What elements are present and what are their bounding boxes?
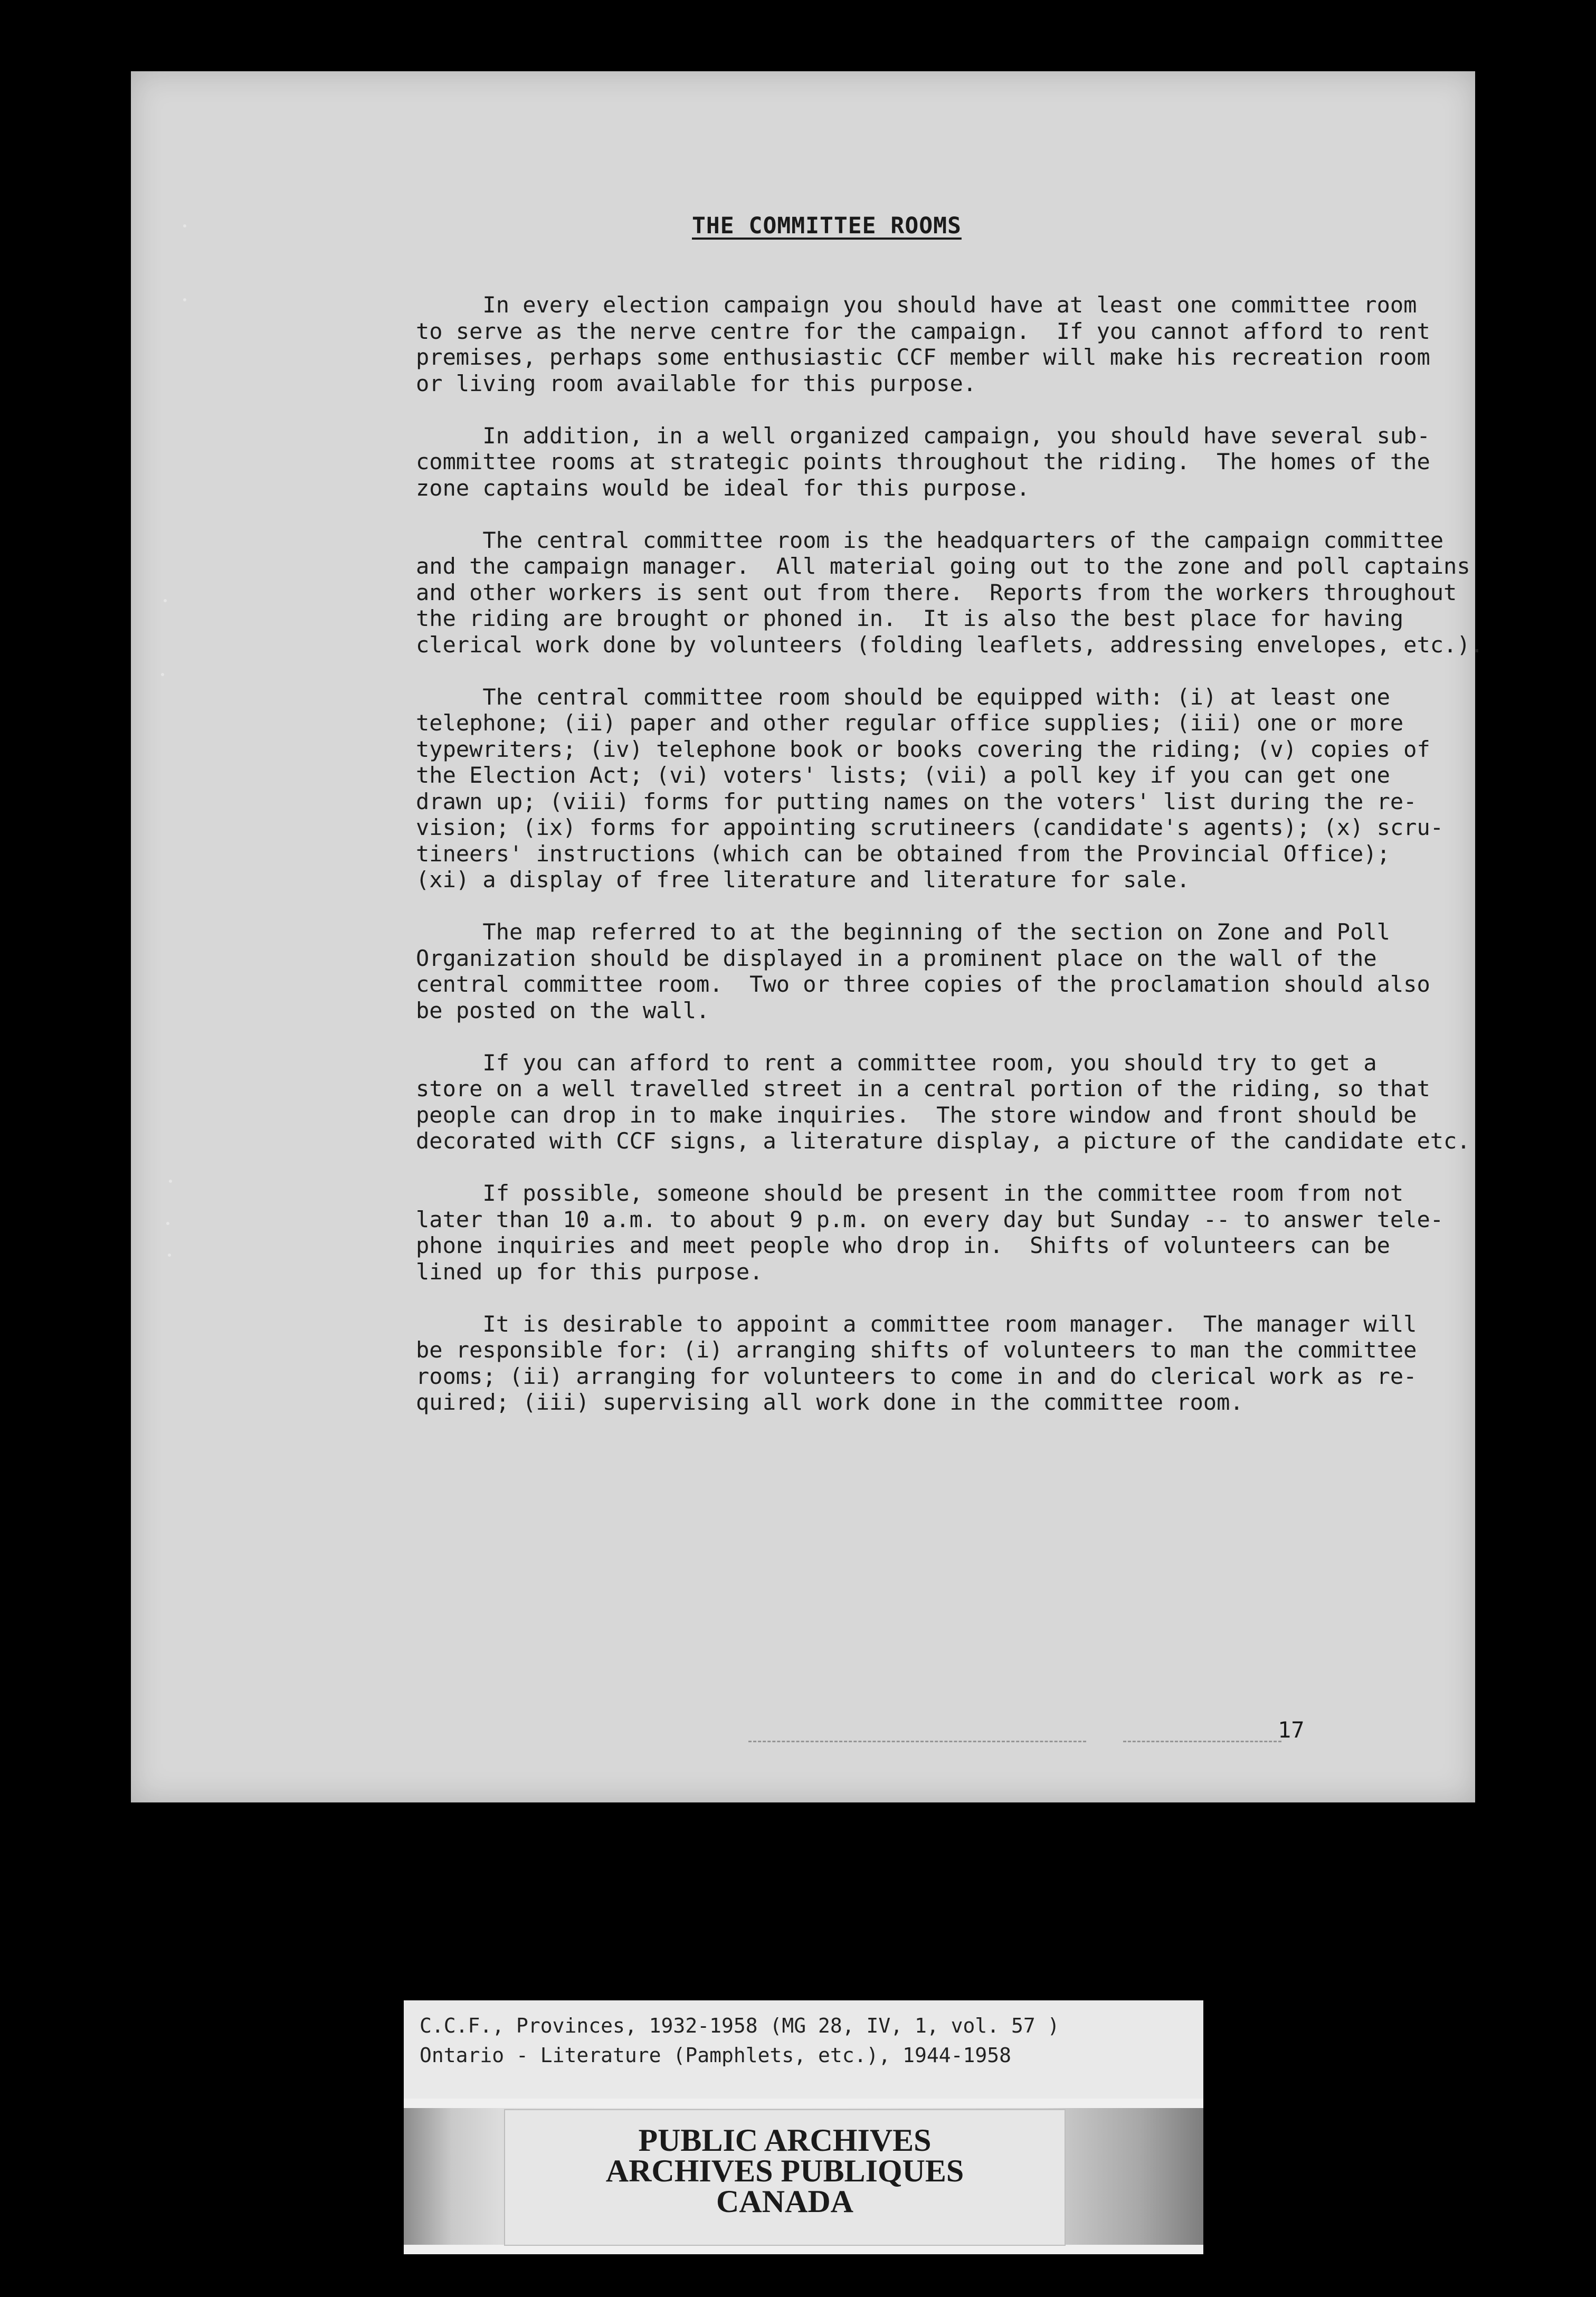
- paragraph: [416, 1180, 1551, 1285]
- text-line: If you can afford to rent a committee room, you should try to get a: [416, 1049, 1377, 1076]
- text-line: committee rooms at strategic points throughout the riding. The homes of the: [416, 449, 1430, 474]
- stamp-panel: [504, 2109, 1066, 2246]
- text-line: premises, perhaps some enthusiastic CCF member will make his recreation room: [416, 344, 1430, 370]
- archive-label-line: C.C.F., Provinces, 1932-1958 (MG 28, IV, 1, vol. 57 ): [420, 2014, 1060, 2037]
- page-title: THE COMMITTEE ROOMS: [692, 213, 962, 239]
- text-line: drawn up; (viii) forms for putting names on the voters' list during the re-: [416, 788, 1417, 814]
- text-line: quired; (iii) supervising all work done in the committee room.: [416, 1389, 1243, 1415]
- text-line: (xi) a display of free literature and literature for sale.: [416, 867, 1190, 893]
- paragraph: [416, 684, 1551, 893]
- text-line: The central committee room is the headquarters of the campaign committee: [416, 527, 1444, 553]
- footer-rule: [748, 1741, 1086, 1742]
- stamp-line: PUBLIC ARCHIVES: [638, 2123, 932, 2158]
- stamp-line: ARCHIVES PUBLIQUES: [605, 2153, 964, 2188]
- page-number: 17: [1278, 1717, 1305, 1743]
- footer-rule: [1123, 1741, 1281, 1742]
- paragraph: [416, 423, 1551, 501]
- margin-speck: [183, 224, 186, 227]
- text-line: The map referred to at the beginning of the section on Zone and Poll: [416, 919, 1390, 945]
- archives-stamp: [404, 2099, 1203, 2254]
- text-line: It is desirable to appoint a committee room manager. The manager will: [416, 1311, 1417, 1337]
- text-line: lined up for this purpose.: [416, 1258, 763, 1285]
- margin-speck: [164, 599, 167, 602]
- margin-speck: [183, 298, 186, 301]
- stamp-line: CANADA: [716, 2184, 853, 2219]
- text-line: telephone; (ii) paper and other regular office supplies; (iii) one or more: [416, 710, 1404, 736]
- text-line: Organization should be displayed in a prominent place on the wall of the: [416, 945, 1377, 971]
- text-line: be responsible for: (i) arranging shifts of volunteers to man the committee: [416, 1337, 1417, 1363]
- stamp-text: [505, 2125, 1065, 2217]
- margin-speck: [169, 1180, 172, 1183]
- text-line: In every election campaign you should have at least one committee room: [416, 292, 1417, 318]
- paragraph: [416, 1311, 1551, 1416]
- text-line: the riding are brought or phoned in. It is also the best place for having: [416, 605, 1404, 631]
- text-line: people can drop in to make inquiries. The store window and front should be: [416, 1102, 1417, 1128]
- text-line: In addition, in a well organized campaign, you should have several sub-: [416, 422, 1430, 449]
- text-line: and the campaign manager. All material going out to the zone and poll captains: [416, 553, 1470, 579]
- stamp-border: [404, 2099, 1203, 2108]
- text-line: If possible, someone should be present in the committee room from not: [416, 1180, 1404, 1206]
- paragraph: [416, 292, 1551, 396]
- archive-label-line: Ontario - Literature (Pamphlets, etc.), 1944-1958: [420, 2044, 1012, 2067]
- margin-speck: [168, 1254, 171, 1257]
- text-line: to serve as the nerve centre for the campaign. If you cannot afford to rent: [416, 318, 1430, 344]
- text-line: later than 10 a.m. to about 9 p.m. on every day but Sunday -- to answer tele-: [416, 1206, 1444, 1232]
- text-line: phone inquiries and meet people who drop in. Shifts of volunteers can be: [416, 1232, 1390, 1258]
- text-line: zone captains would be ideal for this purpose.: [416, 474, 1030, 501]
- text-line: typewriters; (iv) telephone book or books covering the riding; (v) copies of: [416, 736, 1430, 762]
- text-line: or living room available for this purpose.: [416, 370, 977, 396]
- text-line: vision; (ix) forms for appointing scrutineers (candidate's agents); (x) scru-: [416, 814, 1444, 840]
- text-line: store on a well travelled street in a central portion of the riding, so that: [416, 1076, 1430, 1102]
- margin-speck: [166, 1222, 169, 1225]
- margin-speck: [161, 673, 164, 676]
- archive-label: [404, 2000, 1203, 2099]
- paragraph: [416, 527, 1551, 658]
- text-line: decorated with CCF signs, a literature display, a picture of the candidate etc.: [416, 1128, 1470, 1154]
- text-line: rooms; (ii) arranging for volunteers to come in and do clerical work as re-: [416, 1363, 1417, 1389]
- document-body: [416, 292, 1551, 1441]
- paragraph: [416, 919, 1551, 1023]
- text-line: be posted on the wall.: [416, 997, 710, 1023]
- text-line: the Election Act; (vi) voters' lists; (vii) a poll key if you can get one: [416, 762, 1390, 788]
- text-line: central committee room. Two or three copies of the proclamation should also: [416, 971, 1430, 997]
- text-line: clerical work done by volunteers (folding leaflets, addressing envelopes, etc.).: [416, 631, 1484, 658]
- text-line: tineers' instructions (which can be obtained from the Provincial Office);: [416, 840, 1390, 867]
- text-line: and other workers is sent out from there. Reports from the workers throughout: [416, 579, 1457, 605]
- paragraph: [416, 1050, 1551, 1154]
- document-page: [131, 71, 1484, 1802]
- text-line: The central committee room should be equipped with: (i) at least one: [416, 684, 1390, 710]
- stamp-border: [404, 2245, 1203, 2254]
